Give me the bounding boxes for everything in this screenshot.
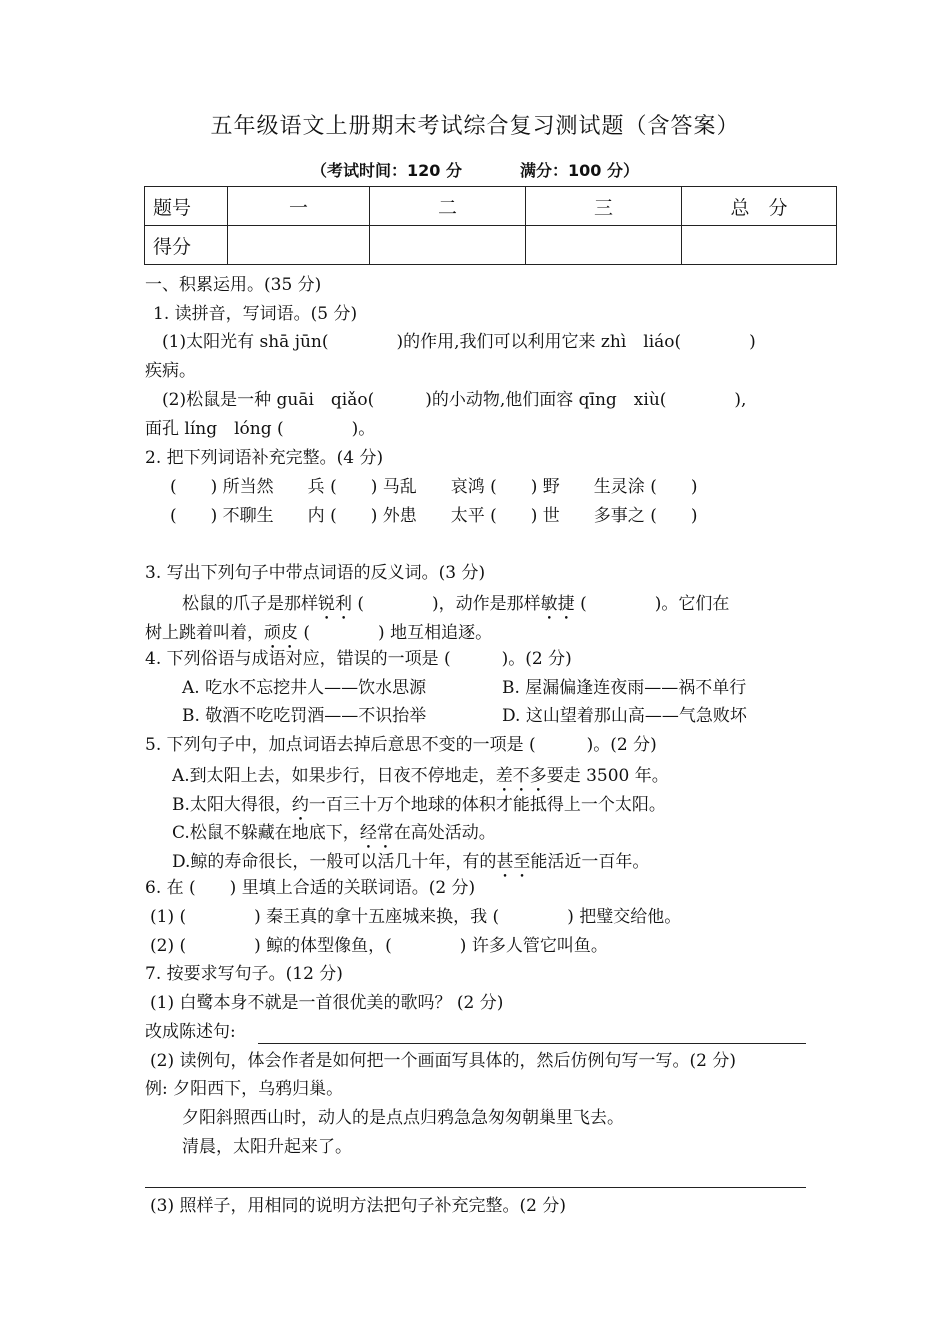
dotted-word: 甚至 bbox=[496, 852, 531, 872]
text: A.到太阳上去，如果步行，日夜不停地走， bbox=[172, 766, 496, 786]
option-c: B. 敬酒不吃吃罚酒——不识抬举 bbox=[182, 706, 427, 726]
example-text: 夕阳斜照西山时，动人的是点点归鸦急急匆匆朝巢里飞去。 bbox=[182, 1108, 624, 1128]
text: 树上跳着叫着， bbox=[145, 623, 264, 643]
question-1-line: 疾病。 bbox=[145, 361, 196, 381]
question-7-line: (3) 照样子，用相同的说明方法把句子补充完整。(2 分) bbox=[150, 1196, 566, 1216]
score-table bbox=[144, 186, 837, 265]
table-cell: 题号 bbox=[145, 187, 228, 226]
table-cell: 总 分 bbox=[682, 187, 837, 226]
question-6: 6. 在 ( ) 里填上合适的关联词语。(2 分) bbox=[145, 878, 476, 898]
dotted-word: 约 bbox=[291, 795, 309, 815]
text: 松鼠的爪子是那样 bbox=[182, 594, 318, 614]
full-score: 满分：100 分） bbox=[520, 161, 639, 180]
table-cell bbox=[526, 226, 682, 265]
question-1-line: (2)松鼠是一种 guāi qiǎo( )的小动物,他们面容 qīng xiù( ), bbox=[162, 390, 747, 410]
question-7: 7. 按要求写句子。(12 分) bbox=[145, 964, 343, 984]
option-a: A. 吃水不忘挖井人——饮水思源 bbox=[182, 678, 427, 698]
text: 要走 3500 年。 bbox=[546, 766, 669, 786]
option-d: D. 这山望着那山高——气急败坏 bbox=[502, 706, 747, 726]
page-title: 五年级语文上册期末考试综合复习测试题（含答案） bbox=[210, 114, 740, 139]
table-cell bbox=[370, 226, 526, 265]
text: D.鲸的寿命很长，一般可以活几十年，有的 bbox=[172, 852, 497, 872]
answer-line[interactable] bbox=[145, 1187, 806, 1188]
question-3: 3. 写出下列句子中带点词语的反义词。(3 分) bbox=[145, 563, 486, 583]
task-text: 清晨，太阳升起来了。 bbox=[182, 1137, 352, 1157]
question-6-line: (1) ( ) 秦王真的拿十五座城来换，我 ( ) 把璧交给他。 bbox=[150, 907, 682, 927]
example-label: 例: 夕阳西下，乌鸦归巢。 bbox=[145, 1079, 344, 1099]
text: ( ) 地互相追逐。 bbox=[298, 623, 493, 643]
table-cell: 得分 bbox=[145, 226, 228, 265]
table-cell: 三 bbox=[526, 187, 682, 226]
option-a bbox=[172, 766, 669, 796]
question-3-line bbox=[182, 594, 729, 624]
table-row bbox=[145, 187, 837, 226]
dotted-word: 顽皮 bbox=[264, 623, 298, 643]
question-1: 1. 读拼音，写词语。(5 分) bbox=[153, 304, 358, 324]
question-2-line: ( ) 不聊生 内 ( ) 外患 太平 ( ) 世 多事之 ( ) bbox=[170, 506, 698, 526]
dotted-word: 差不多 bbox=[495, 766, 547, 786]
exam-time: （考试时间：120 分 bbox=[311, 161, 462, 180]
dotted-word: 经常 bbox=[359, 823, 394, 843]
question-5: 5. 下列句子中，加点词语去掉后意思不变的一项是 ( )。(2 分) bbox=[145, 735, 657, 755]
text: ( )，动作是那样 bbox=[352, 594, 541, 614]
text: B.太阳大得很， bbox=[172, 795, 292, 815]
text: 在高处活动。 bbox=[393, 823, 496, 843]
table-cell: 一 bbox=[228, 187, 370, 226]
question-1-line: 面孔 líng lóng ( )。 bbox=[145, 419, 376, 439]
dotted-word: 锐利 bbox=[318, 594, 352, 614]
option-c bbox=[172, 823, 496, 853]
question-1-line: (1)太阳光有 shā jūn( )的作用,我们可以利用它来 zhì liáo( ) bbox=[162, 332, 756, 352]
table-cell bbox=[682, 226, 837, 265]
question-4: 4. 下列俗语与成语对应，错误的一项是 ( )。(2 分) bbox=[145, 649, 572, 669]
table-row bbox=[145, 226, 837, 265]
option-b: B. 屋漏偏逢连夜雨——祸不单行 bbox=[502, 678, 747, 698]
option-b bbox=[172, 795, 666, 825]
question-2-line: ( ) 所当然 兵 ( ) 马乱 哀鸿 ( ) 野 生灵涂 ( ) bbox=[170, 477, 698, 497]
section-heading: 一、积累运用。(35 分) bbox=[145, 275, 322, 295]
answer-line[interactable] bbox=[258, 1043, 806, 1044]
table-cell bbox=[228, 226, 370, 265]
text: 一百三十万个地球的体积才能抵得上一个太阳。 bbox=[308, 795, 666, 815]
text: ( )。它们在 bbox=[574, 594, 730, 614]
text: 能活近一百年。 bbox=[530, 852, 650, 872]
question-6-line: (2) ( ) 鲸的体型像鱼，( ) 许多人管它叫鱼。 bbox=[150, 936, 608, 956]
question-7-line: (1) 白鹭本身不就是一首很优美的歌吗？ (2 分) bbox=[150, 993, 504, 1013]
text: C.松鼠不躲藏在地底下， bbox=[172, 823, 360, 843]
answer-label: 改成陈述句: bbox=[145, 1022, 236, 1042]
question-7-line: (2) 读例句，体会作者是如何把一个画面写具体的，然后仿例句写一写。(2 分) bbox=[150, 1051, 736, 1071]
dotted-word: 敏捷 bbox=[540, 594, 575, 614]
question-2: 2. 把下列词语补充完整。(4 分) bbox=[145, 448, 384, 468]
table-cell: 二 bbox=[370, 187, 526, 226]
